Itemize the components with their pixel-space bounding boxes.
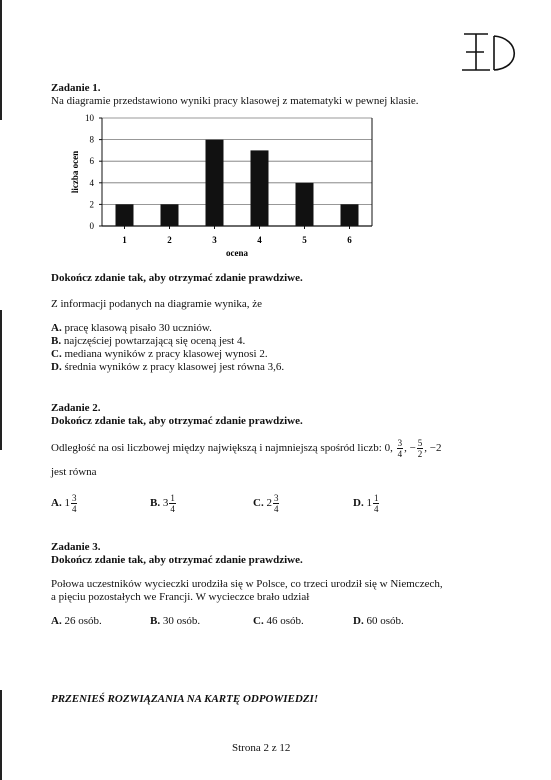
x-tick-label: 1 xyxy=(122,235,127,245)
fraction-five-halves: $\frac{5}{2}$ xyxy=(417,438,423,459)
task2-option-b[interactable]: B. 3 $\frac{1}{4}$ xyxy=(150,493,175,514)
bar-3 xyxy=(206,140,224,226)
task2-title: Zadanie 2. xyxy=(51,402,101,414)
y-tick-label: 2 xyxy=(89,199,94,210)
scan-edge-top xyxy=(0,0,2,120)
task3-option-a[interactable]: A. 26 osób. xyxy=(51,615,102,627)
x-tick-label: 3 xyxy=(212,235,217,245)
y-tick-label: 6 xyxy=(89,156,94,167)
task1-option-d[interactable]: D. średnia wyników z pracy klasowej jest równa 3,6. xyxy=(51,361,285,373)
bar-4 xyxy=(251,150,269,226)
x-tick-label: 2 xyxy=(167,235,172,245)
task1-lead: Z informacji podanych na diagramie wynika, że xyxy=(51,298,263,310)
y-axis-label: liczba ocen xyxy=(70,150,80,194)
x-tick-label: 4 xyxy=(257,235,262,245)
bar-5 xyxy=(296,183,314,226)
task2-instruction: Dokończ zdanie tak, aby otrzymać zdanie prawdziwe. xyxy=(51,415,303,427)
task1-option-a[interactable]: A. pracę klasową pisało 30 uczniów. xyxy=(51,322,212,334)
scan-edge-middle xyxy=(0,310,2,450)
task1-option-c[interactable]: C. mediana wyników z pracy klasowej wynosi 2. xyxy=(51,348,268,360)
x-tick-label: 6 xyxy=(347,235,352,245)
task2-option-a[interactable]: A. 1 $\frac{3}{4}$ xyxy=(51,493,77,514)
task1-option-b[interactable]: B. najczęściej powtarzającą się oceną jest 4. xyxy=(51,335,246,347)
y-tick-label: 10 xyxy=(85,113,94,123)
y-tick-label: 0 xyxy=(89,221,94,231)
task2-statement-part1: Odległość na osi liczbowej między największą i najmniejszą spośród liczb: 0, xyxy=(51,442,393,455)
y-tick-label: 4 xyxy=(89,177,94,188)
task1-options xyxy=(51,322,284,374)
x-tick-label: 5 xyxy=(302,235,307,245)
task2-statement-part2: jest równa xyxy=(51,466,97,478)
task2-option-c[interactable]: C. 2 $\frac{3}{4}$ xyxy=(253,493,279,514)
fraction-three-quarters: $\frac{3}{4}$ xyxy=(397,438,403,459)
task1-intro: Na diagramie przedstawiono wyniki pracy klasowej z matematyki w pewnej klasie. xyxy=(51,95,419,107)
task3-text-line2: a pięciu pozostałych we Francji. W wycieczce brało udział xyxy=(51,591,310,603)
scan-edge-bottom xyxy=(0,690,2,780)
task2-statement: Odległość na osi liczbowej między największą i najmniejszą spośród liczb: 0, $\frac{3}{4}$ , − $\frac{5}{2}$ , −2 xyxy=(51,438,442,459)
task3-instruction: Dokończ zdanie tak, aby otrzymać zdanie prawdziwe. xyxy=(51,554,303,566)
page-number: Strona 2 z 12 xyxy=(232,742,291,754)
bar-1 xyxy=(116,204,134,226)
handwritten-mark-drawing xyxy=(458,30,524,74)
task2-option-d[interactable]: D. 1 $\frac{1}{4}$ xyxy=(353,493,379,514)
footer-note: PRZENIEŚ ROZWIĄZANIA NA KARTĘ ODPOWIEDZI! xyxy=(51,693,319,705)
task1-instruction: Dokończ zdanie tak, aby otrzymać zdanie prawdziwe. xyxy=(51,272,303,284)
bar-6 xyxy=(341,204,359,226)
bar-2 xyxy=(161,204,179,226)
y-tick-label: 8 xyxy=(89,134,94,145)
task3-option-c[interactable]: C. 46 osób. xyxy=(253,615,304,627)
x-axis-label: ocena xyxy=(226,248,248,258)
task1-title: Zadanie 1. xyxy=(51,82,101,94)
task3-option-d[interactable]: D. 60 osób. xyxy=(353,615,404,627)
bar-chart xyxy=(70,112,390,262)
task3-option-b[interactable]: B. 30 osób. xyxy=(150,615,201,627)
handwritten-corner-mark xyxy=(458,30,524,74)
task2-last-number: −2 xyxy=(429,442,442,455)
task3-title: Zadanie 3. xyxy=(51,541,101,553)
task3-text-line1: Połowa uczestników wycieczki urodziła się w Polsce, co trzeci urodził się w Niemczech, xyxy=(51,578,443,590)
